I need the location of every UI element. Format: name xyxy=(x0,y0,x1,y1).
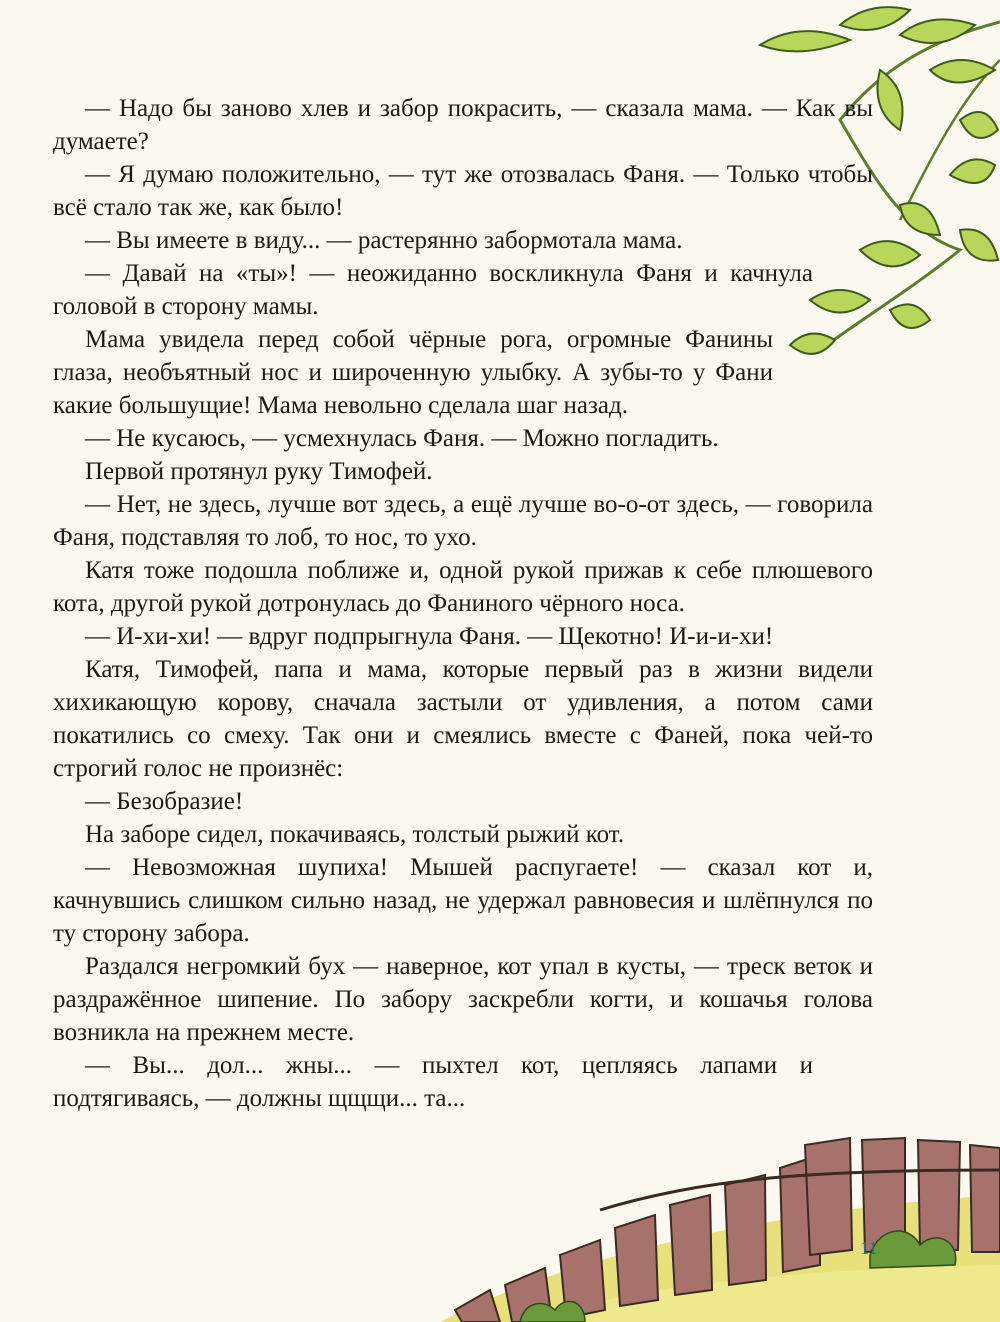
paragraph: — Давай на «ты»! — неожиданно воскликнула Фаня и качнула головой в сторону мамы. xyxy=(53,260,813,320)
paragraph: — Вы имеете в виду... — растерянно забормотала мама. xyxy=(85,227,683,254)
paragraph: — Нет, не здесь, лучше вот здесь, а ещё лучше во-о-от здесь, — говорила Фаня, подставляя то лоб, то нос, то ухо. xyxy=(53,491,873,551)
paragraph: Первой протянул руку Тимофей. xyxy=(85,458,433,485)
story-text xyxy=(53,92,873,1115)
paragraph: — Невозможная шупиха! Мышей распугаете! — сказал кот и, качнувшись слишком сильно назад, не удержал равновесия и шлёпнулся по ту сторону забора. xyxy=(53,854,873,947)
paragraph: — Вы... дол... жны... — пыхтел кот, цепляясь лапами и подтягиваясь, — должны щщщи... та... xyxy=(53,1052,813,1112)
page-number: 11 xyxy=(860,1238,878,1258)
paragraph: — И-хи-хи! — вдруг подпрыгнула Фаня. — Щекотно! И-и-и-хи! xyxy=(85,623,774,650)
paragraph: Катя, Тимофей, папа и мама, которые первый раз в жизни видели хихикающую корову, сначала застыли от удивления, а потом сами покатились со смеху. Так они и смеялись вместе с Фаней, пока чей-то строгий голос не произнёс: xyxy=(53,656,873,782)
paragraph: — Я думаю положительно, — тут же отозвалась Фаня. — Только чтобы всё стало так же, как было! xyxy=(53,161,873,221)
paragraph: Мама увидела перед собой чёрные рога, огромные Фанины глаза, необъятный нос и широченную улыбку. А зубы-то у Фани какие большущие! Мама невольно сделала шаг назад. xyxy=(53,326,773,419)
fence-illustration xyxy=(440,1138,1000,1322)
paragraph: Раздался негромкий бух — наверное, кот упал в кусты, — треск веток и раздражённое шипение. По забору заскребли когти, и кошачья голова возникла на прежнем месте. xyxy=(53,953,873,1046)
paragraph: Катя тоже подошла поближе и, одной рукой прижав к себе плюшевого кота, другой рукой дотронулась до Фаниного чёрного носа. xyxy=(53,557,873,617)
paragraph: — Не кусаюсь, — усмехнулась Фаня. — Можно погладить. xyxy=(85,425,719,452)
paragraph: На заборе сидел, покачиваясь, толстый рыжий кот. xyxy=(85,821,625,848)
paragraph: — Безобразие! xyxy=(85,788,244,815)
paragraph: — Надо бы заново хлев и забор покрасить, — сказала мама. — Как вы думаете? xyxy=(53,95,873,155)
